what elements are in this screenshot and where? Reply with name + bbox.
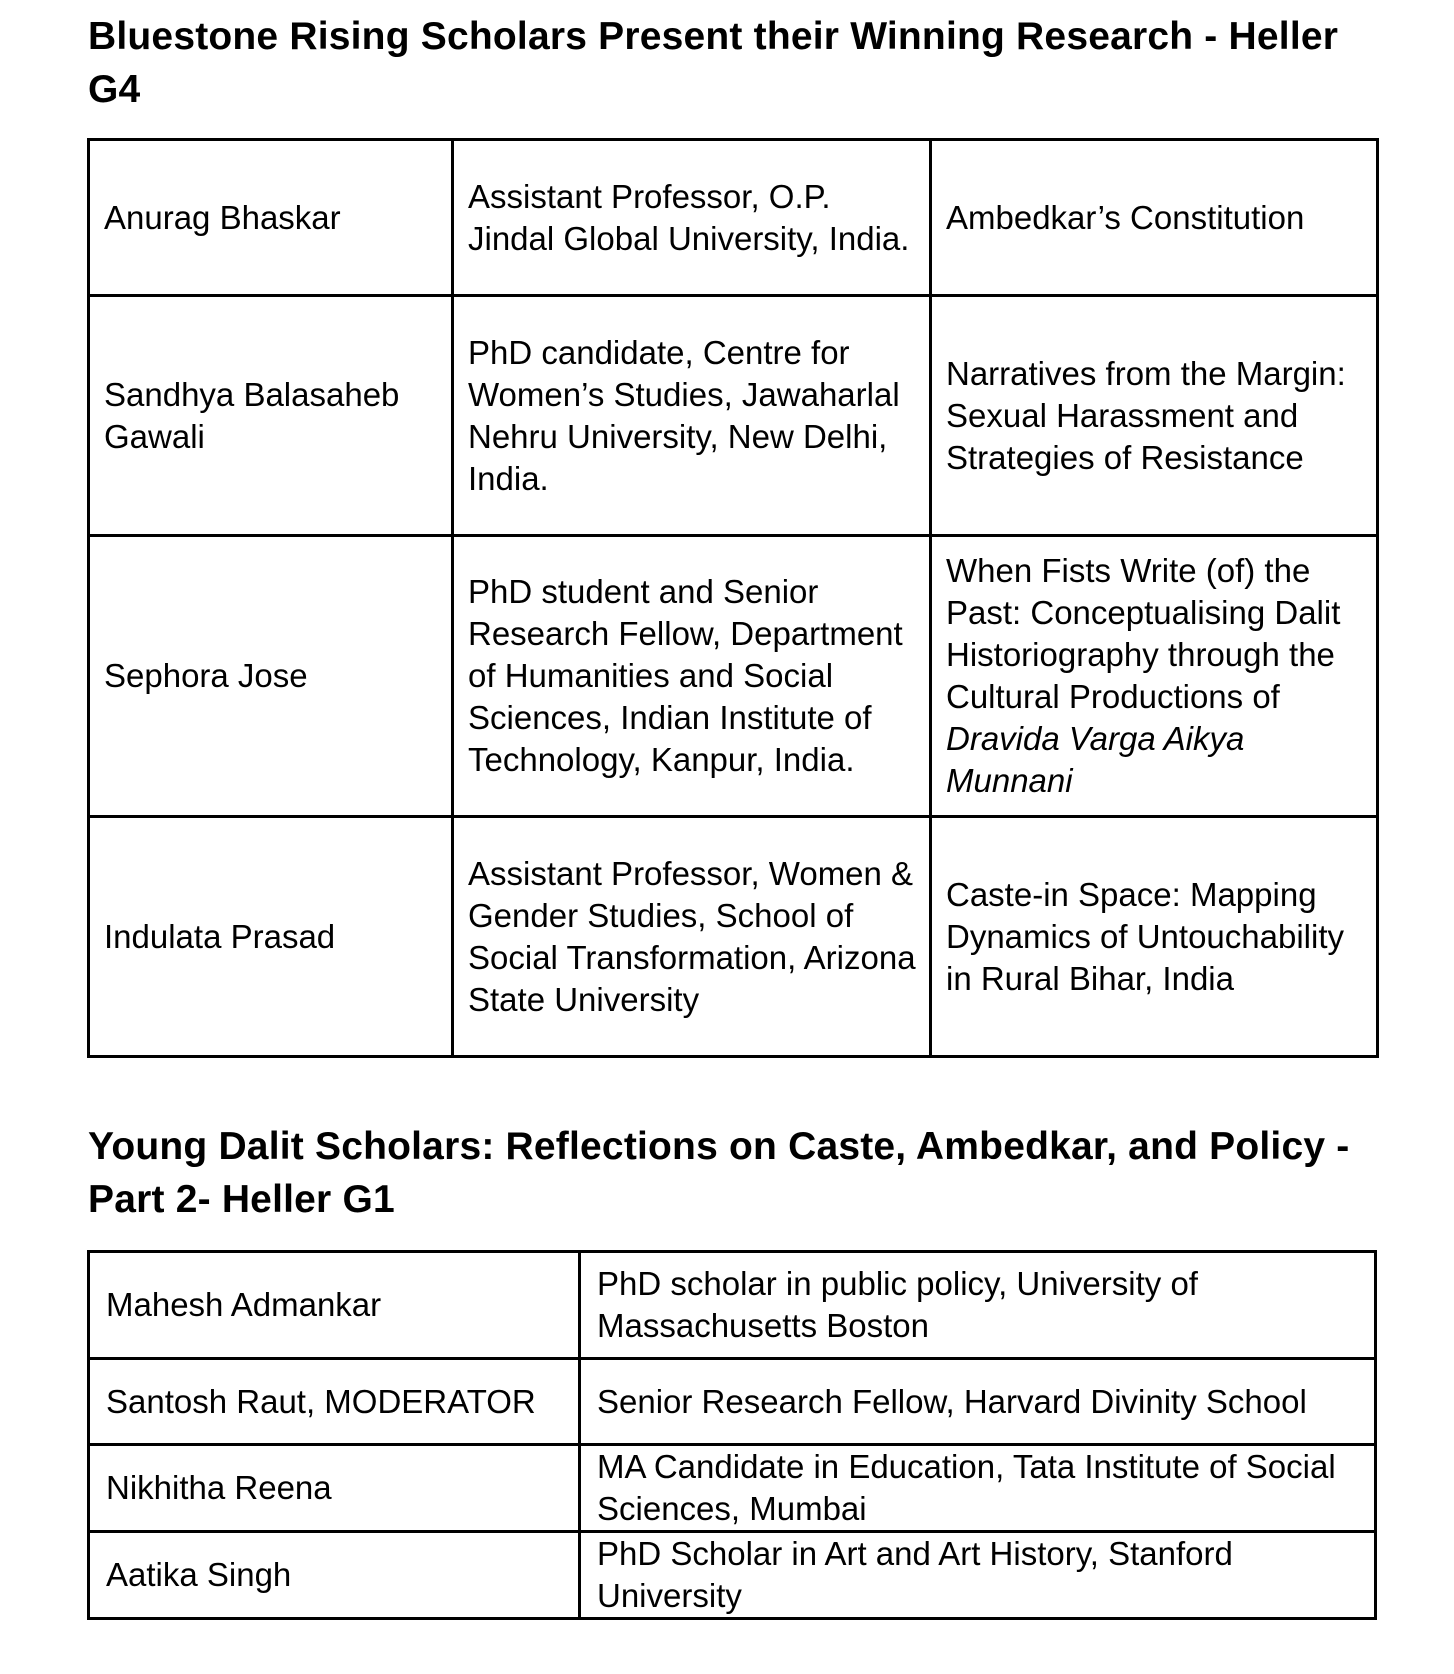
scholar-name: Sephora Jose [89, 536, 453, 817]
research-topic-italic: Dravida Varga Aikya Munnani [946, 720, 1245, 799]
table-row [89, 1252, 1376, 1359]
scholar-name: Anurag Bhaskar [89, 140, 453, 296]
table-row [89, 296, 1378, 536]
research-topic: Caste-in Space: Mapping Dynamics of Untouchability in Rural Bihar, India [931, 817, 1378, 1057]
scholar-affiliation: Senior Research Fellow, Harvard Divinity School [580, 1359, 1376, 1445]
scholar-affiliation: PhD student and Senior Research Fellow, Department of Humanities and Social Sciences, Indian Institute of Technology, Kanpur, India. [453, 536, 931, 817]
research-topic: Narratives from the Margin: Sexual Harassment and Strategies of Resistance [931, 296, 1378, 536]
research-topic: Ambedkar’s Constitution [931, 140, 1378, 296]
scholar-name: Indulata Prasad [89, 817, 453, 1057]
research-topic-text: When Fists Write (of) the Past: Conceptualising Dalit Historiography through the Cultural Productions of [946, 552, 1341, 715]
section-title: Young Dalit Scholars: Reflections on Caste, Ambedkar, and Policy - Part 2- Heller G1 [88, 1125, 1350, 1221]
scholar-affiliation: PhD Scholar in Art and Art History, Stanford University [580, 1532, 1376, 1619]
table-row [89, 1359, 1376, 1445]
section-title: Bluestone Rising Scholars Present their Winning Research - Heller G4 [88, 15, 1339, 111]
table-row [89, 536, 1378, 817]
scholar-name: Mahesh Admankar [89, 1252, 580, 1359]
scholar-affiliation: MA Candidate in Education, Tata Institute of Social Sciences, Mumbai [580, 1445, 1376, 1532]
scholars-table [87, 1250, 1377, 1620]
scholar-affiliation: PhD candidate, Centre for Women’s Studies, Jawaharlal Nehru University, New Delhi, India. [453, 296, 931, 536]
scholar-affiliation: PhD scholar in public policy, University of Massachusetts Boston [580, 1252, 1376, 1359]
table-row [89, 1532, 1376, 1619]
scholar-name: Nikhitha Reena [89, 1445, 580, 1532]
scholar-name: Aatika Singh [89, 1532, 580, 1619]
scholar-name: Santosh Raut, MODERATOR [89, 1359, 580, 1445]
table-row [89, 1445, 1376, 1532]
scholars-table [87, 138, 1379, 1058]
research-topic [931, 536, 1378, 817]
scholar-affiliation: Assistant Professor, O.P. Jindal Global University, India. [453, 140, 931, 296]
scholar-name: Sandhya Balasaheb Gawali [89, 296, 453, 536]
table-row [89, 140, 1378, 296]
scholar-affiliation: Assistant Professor, Women & Gender Studies, School of Social Transformation, Arizona State University [453, 817, 931, 1057]
table-row [89, 817, 1378, 1057]
